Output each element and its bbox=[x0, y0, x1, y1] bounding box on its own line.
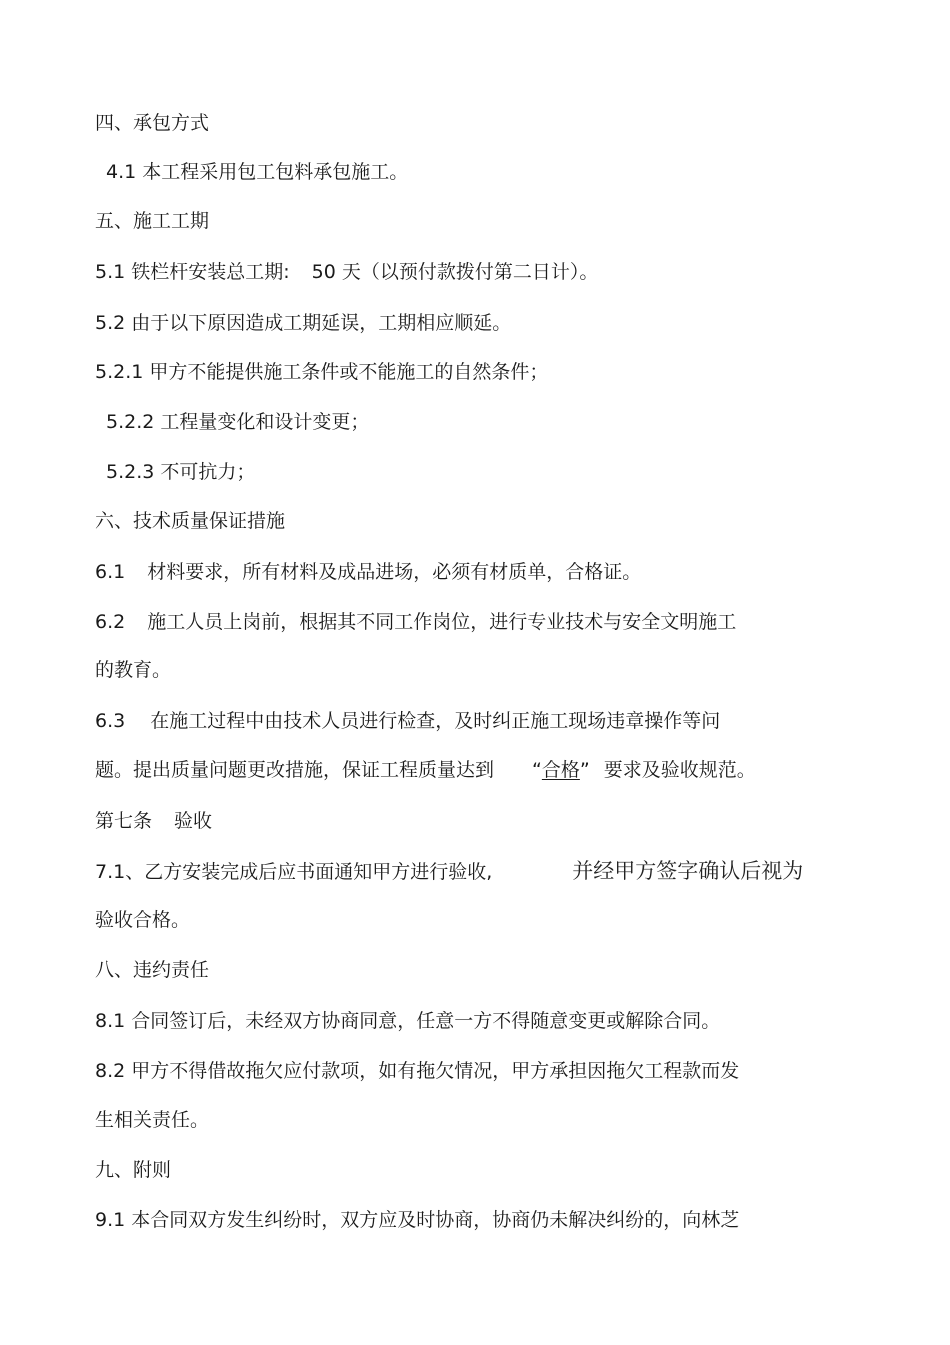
clause-6-2 bbox=[95, 609, 736, 635]
clause-5-2-2: 5.2.2 工程量变化和设计变更； bbox=[106, 411, 370, 433]
clause-8-2: 8.2 甲方不得借故拖欠应付款项，如有拖欠情况，甲方承担因拖欠工程款而发 bbox=[95, 1060, 740, 1082]
clause-5-2-3: 5.2.3 不可抗力； bbox=[106, 461, 256, 483]
clause-7-1-continued: 验收合格。 bbox=[95, 909, 191, 931]
clause-5-1-label: 5.1 铁栏杆安装总工期: bbox=[95, 261, 290, 283]
section-heading-5: 五、施工工期 bbox=[95, 210, 210, 232]
clause-7-1-handwritten: 并经甲方签字确认后视为 bbox=[572, 859, 804, 883]
clause-5-1 bbox=[95, 259, 598, 285]
clause-6-3-cont-tail: 要求及验收规范。 bbox=[603, 759, 756, 781]
clause-6-3-number: 6.3 bbox=[95, 710, 126, 732]
clause-6-3 bbox=[95, 708, 720, 734]
clause-8-1: 8.1 合同签订后，未经双方协商同意，任意一方不得随意变更或解除合同。 bbox=[95, 1010, 721, 1032]
clause-7-1-text: 7.1、乙方安装完成后应书面通知甲方进行验收, bbox=[95, 861, 493, 883]
section-heading-7 bbox=[95, 808, 212, 834]
section-heading-9: 九、附则 bbox=[95, 1159, 172, 1181]
clause-5-2: 5.2 由于以下原因造成工期延误，工期相应顺延。 bbox=[95, 312, 512, 334]
clause-7-1 bbox=[95, 858, 803, 885]
clause-6-2-continued: 的教育。 bbox=[95, 659, 172, 681]
clause-6-1 bbox=[95, 559, 641, 585]
clause-6-3-continued bbox=[95, 757, 756, 783]
clause-6-3-cont-text: 题。提出质量问题更改措施，保证工程质量达到 bbox=[95, 759, 495, 781]
section-heading-6: 六、技术质量保证措施 bbox=[95, 510, 286, 532]
article-title: 验收 bbox=[174, 810, 213, 832]
clause-5-2-1: 5.2.1 甲方不能提供施工条件或不能施工的自然条件； bbox=[95, 361, 549, 383]
clause-6-2-text: 施工人员上岗前，根据其不同工作岗位，进行专业技术与安全文明施工 bbox=[147, 611, 737, 633]
quote-close: ” bbox=[579, 759, 590, 781]
clause-6-1-text: 材料要求，所有材料及成品进场，必须有材质单，合格证。 bbox=[147, 561, 642, 583]
section-heading-4: 四、承包方式 bbox=[95, 112, 210, 134]
clause-4-1: 4.1 本工程采用包工包料承包施工。 bbox=[106, 161, 409, 183]
article-number: 第七条 bbox=[95, 810, 153, 832]
quote-open: “ bbox=[532, 759, 542, 781]
clause-6-1-number: 6.1 bbox=[95, 561, 126, 583]
clause-6-2-number: 6.2 bbox=[95, 611, 126, 633]
clause-8-2-continued: 生相关责任。 bbox=[95, 1109, 210, 1131]
section-heading-8: 八、违约责任 bbox=[95, 959, 210, 981]
clause-5-1-value: 50 天（以预付款拨付第二日计）。 bbox=[311, 261, 599, 283]
clause-9-1: 9.1 本合同双方发生纠纷时，双方应及时协商，协商仍未解决纠纷的，向林芝 bbox=[95, 1209, 740, 1231]
quoted-term-qualified: 合格 bbox=[541, 759, 580, 781]
clause-6-3-text: 在施工过程中由技术人员进行检查，及时纠正施工现场违章操作等问 bbox=[150, 710, 721, 732]
